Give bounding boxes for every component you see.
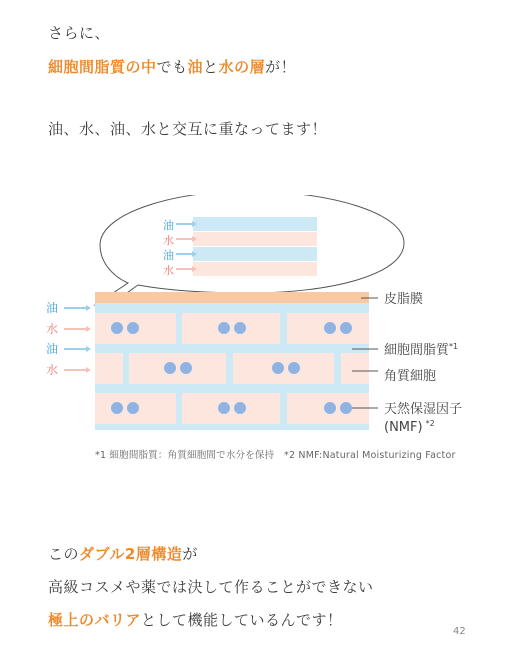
- intro-line-1: さらに、: [48, 24, 111, 42]
- nmf-dot: [127, 402, 139, 414]
- text-demo: でも: [156, 58, 188, 76]
- highlight-ultimate-barrier: 極上のバリア: [48, 611, 142, 629]
- sebum-membrane: [95, 292, 369, 303]
- bubble-label-water-2: 水: [163, 264, 174, 277]
- label-nmf-line2-text: (NMF): [384, 420, 423, 435]
- text-to: と: [203, 58, 219, 76]
- bubble-water-layer-2: [193, 262, 317, 276]
- highlight-water-layer: 水の層: [218, 58, 266, 76]
- nmf-dot: [234, 322, 246, 334]
- page-number: 42: [453, 626, 466, 637]
- nmf-dot: [340, 322, 352, 334]
- label-intercellular-lipid: [384, 342, 458, 358]
- nmf-dot: [180, 362, 192, 374]
- nmf-dot: [111, 322, 123, 334]
- nmf-dot: [324, 322, 336, 334]
- nmf-dot: [324, 402, 336, 414]
- highlight-oil: 油: [187, 58, 204, 76]
- text-kono: この: [48, 545, 80, 563]
- intro-line-2: [48, 56, 296, 77]
- bubble-label-water-1: 水: [163, 234, 174, 247]
- label-intercellular-lipid-text: 細胞間脂質: [384, 343, 450, 358]
- label-corneocyte: 角質細胞: [384, 369, 437, 384]
- nmf-dot: [127, 322, 139, 334]
- side-arrowhead-1: [86, 305, 91, 311]
- corneocyte-cell: [182, 313, 280, 344]
- text-ga: が！: [265, 58, 297, 76]
- bubble-oil-layer-2: [193, 247, 317, 261]
- skin-barrier-diagram: [0, 195, 509, 445]
- bubble-label-oil-1: 油: [163, 219, 174, 232]
- footnote: *1 細胞間脂質：角質細胞間で水分を保持 *2 NMF:Natural Moisturizing Factor: [95, 450, 456, 461]
- bubble-water-layer-1: [193, 232, 317, 246]
- label-intercellular-note: *1: [449, 342, 459, 351]
- corneocyte-cell: [129, 353, 226, 384]
- nmf-dot: [288, 362, 300, 374]
- side-label-oil-2: 油: [46, 342, 59, 356]
- nmf-dot: [164, 362, 176, 374]
- label-nmf-note: *2: [425, 419, 435, 428]
- nmf-dot: [234, 402, 246, 414]
- label-nmf-line2: [384, 419, 435, 435]
- side-arrowhead-4: [86, 367, 91, 373]
- label-nmf-line1: 天然保湿因子: [384, 402, 463, 417]
- side-arrowhead-2: [86, 326, 91, 332]
- highlight-intercellular-lipid: 細胞間脂質の中: [48, 58, 157, 76]
- bubble-label-oil-2: 油: [163, 249, 174, 262]
- side-label-water-1: 水: [46, 322, 59, 336]
- intro-line-3: 油、水、油、水と交互に重なってます！: [48, 120, 328, 138]
- corneocyte-cell: [95, 353, 123, 384]
- nmf-dot: [218, 322, 230, 334]
- nmf-dot: [272, 362, 284, 374]
- highlight-double-layer: ダブル2層構造: [79, 545, 183, 563]
- bubble-oil-layer-1: [193, 217, 317, 231]
- nmf-dot: [111, 402, 123, 414]
- bottom-line-1: [48, 543, 198, 564]
- corneocyte-cell: [341, 353, 369, 384]
- side-arrowhead-3: [86, 346, 91, 352]
- bottom-line-2: 高級コスメや薬では決して作ることができない: [48, 578, 374, 596]
- nmf-dot: [340, 402, 352, 414]
- side-label-oil-1: 油: [46, 301, 59, 315]
- nmf-dot: [218, 402, 230, 414]
- label-sebum-membrane: 皮脂膜: [384, 292, 424, 307]
- text-ga-2: が: [182, 545, 198, 563]
- text-functions: として機能しているんです！: [141, 611, 343, 629]
- bottom-line-3: [48, 609, 343, 630]
- corneocyte-cell: [182, 393, 280, 424]
- side-label-water-2: 水: [46, 363, 59, 377]
